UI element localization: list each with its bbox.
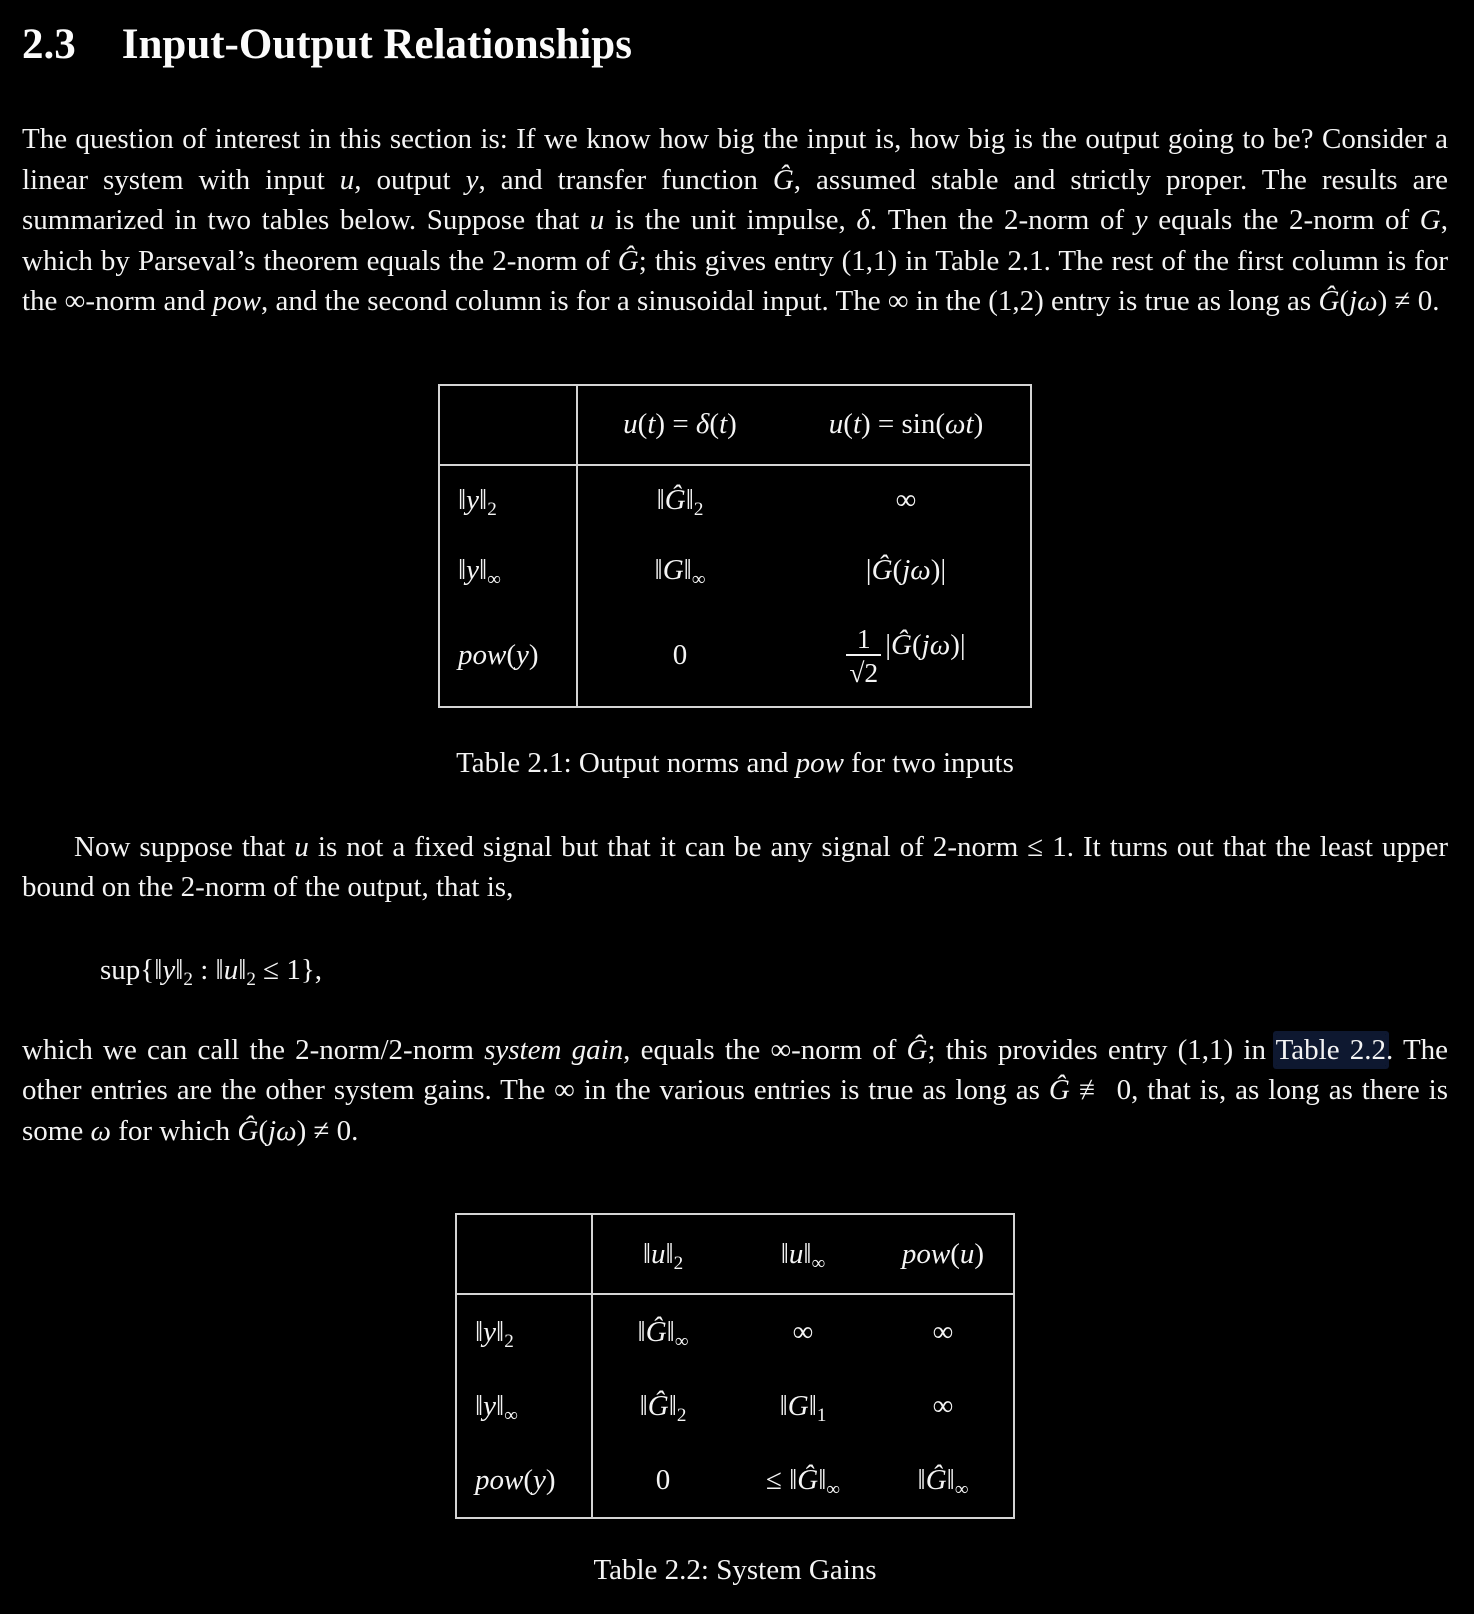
table-row	[439, 536, 1031, 606]
table-2-1-col-header-impulse: u(t) = δ(t)	[577, 385, 782, 465]
table-2-1-cell-r1c2: ∞	[895, 484, 917, 517]
table-2-2-row-label-y2: $‖y‖_2$	[456, 1294, 592, 1369]
table-row	[439, 465, 1031, 536]
table-2-2-corner-cell	[456, 1214, 592, 1294]
table-2-1-cell-r3c1: 0	[672, 639, 688, 672]
table-2-1-cell-r2c1: $‖G‖_\infty$	[654, 554, 706, 591]
table-2-2-row-label-powy: pow(y)	[456, 1443, 592, 1518]
table-2-2-col-header-uinf: $‖u‖_\infty$	[733, 1214, 873, 1294]
equation-sup-norm: $sup\{‖y‖_2$ : $‖u‖_2 \le 1$},	[100, 953, 322, 991]
table-2-1-cell-r3c2: $\frac{1}{√2}$ |Ĝ(jω)|	[782, 606, 1031, 707]
table-row	[439, 606, 1031, 707]
table-2-1-header-row	[439, 385, 1031, 465]
table-2-1-caption: Table 2.1: Output norms and pow for two inputs	[456, 746, 1014, 779]
table-2-1-cell-r2c2: |Ĝ(jω)|	[865, 554, 947, 587]
table-row	[456, 1369, 1014, 1443]
table-2-2-cell-r1c1: $‖Ĝ‖_\infty$	[637, 1315, 689, 1353]
table-2-2-col-header-u2: $‖u‖_2$	[592, 1214, 733, 1294]
table-2-2-caption: Table 2.2: System Gains	[593, 1554, 877, 1587]
table-2-2-cell-r1c3: ∞	[932, 1315, 954, 1348]
paragraph-intro: The question of interest in this section is: If we know how big the input is, how big is the output going to be? Consider a linear system with input u, output y, and transfer function Ĝ, assumed stable and strictly proper. The results are summarized in two tables below. Suppose that u is the unit impulse, δ. Then the 2-norm of y equals the 2-norm of G, which by Parseval’s theorem equals the 2-norm of Ĝ; this gives entry (1,1) in Table 2.1. The rest of the first column is for the ∞-norm and pow, and the second column is for a sinusoidal input. The ∞ in the (1,2) entry is true as long as Ĝ(jω) ≠ 0.	[22, 123, 1448, 318]
table-2-2-cell-r1c2: ∞	[792, 1315, 814, 1348]
table-2-2-cell-r3c2: ≤ $‖Ĝ‖_\infty$	[765, 1463, 841, 1501]
table-2-2-row-label-yinf: $‖y‖_\infty$	[456, 1369, 592, 1443]
table-2-1-row-label-y2: $‖y‖_2$	[439, 465, 577, 536]
table-2-2-cell-r3c1: 0	[655, 1463, 671, 1496]
table-2-2-cell-r3c3: $‖Ĝ‖_\infty$	[917, 1463, 969, 1501]
table-row	[456, 1443, 1014, 1518]
section-number: 2.3	[22, 21, 76, 68]
table-2-2-link[interactable]: Table 2.2	[1275, 1033, 1387, 1066]
table-2-2	[455, 1213, 1015, 1519]
table-2-1-row-label-powy: pow(y)	[439, 606, 577, 707]
table-2-2-col-header-powu: pow(u)	[873, 1214, 1014, 1294]
table-2-1-cell-r1c1: $‖Ĝ‖_2$	[656, 484, 704, 521]
table-2-2-cell-r2c3: ∞	[932, 1389, 954, 1422]
table-2-2-cell-r2c2: $‖G‖_1$	[779, 1389, 827, 1427]
table-2-2-cell-r2c1: $‖Ĝ‖_2$	[639, 1389, 687, 1427]
table-2-2-header-row	[456, 1214, 1014, 1294]
table-2-1-corner-cell	[439, 385, 577, 465]
table-row	[456, 1294, 1014, 1369]
section-title: Input-Output Relationships	[121, 21, 632, 68]
paragraph-system-gain: which we can call the 2-norm/2-norm system gain, equals the ∞-norm of Ĝ; this provides entry (1,1) in Table 2.2. The other entries are the other system gains. The ∞ in the various entries is true as long as Ĝ ≢ 0, that is, as long as there is some ω for which Ĝ(jω) ≠ 0.	[22, 1033, 1449, 1147]
table-2-1	[438, 384, 1032, 708]
table-2-1-col-header-sinusoid: u(t) = sin(ωt)	[782, 385, 1031, 465]
section-heading	[22, 20, 1448, 69]
table-2-1-row-label-yinf: $‖y‖_\infty$	[439, 536, 577, 606]
fraction: $\frac{1}{√2}$	[846, 624, 881, 688]
paragraph-now-suppose: Now suppose that u is not a fixed signal but that it can be any signal of 2-norm ≤ 1. It turns out that the least upper bound on the 2-norm of the output, that is,	[22, 830, 1448, 904]
